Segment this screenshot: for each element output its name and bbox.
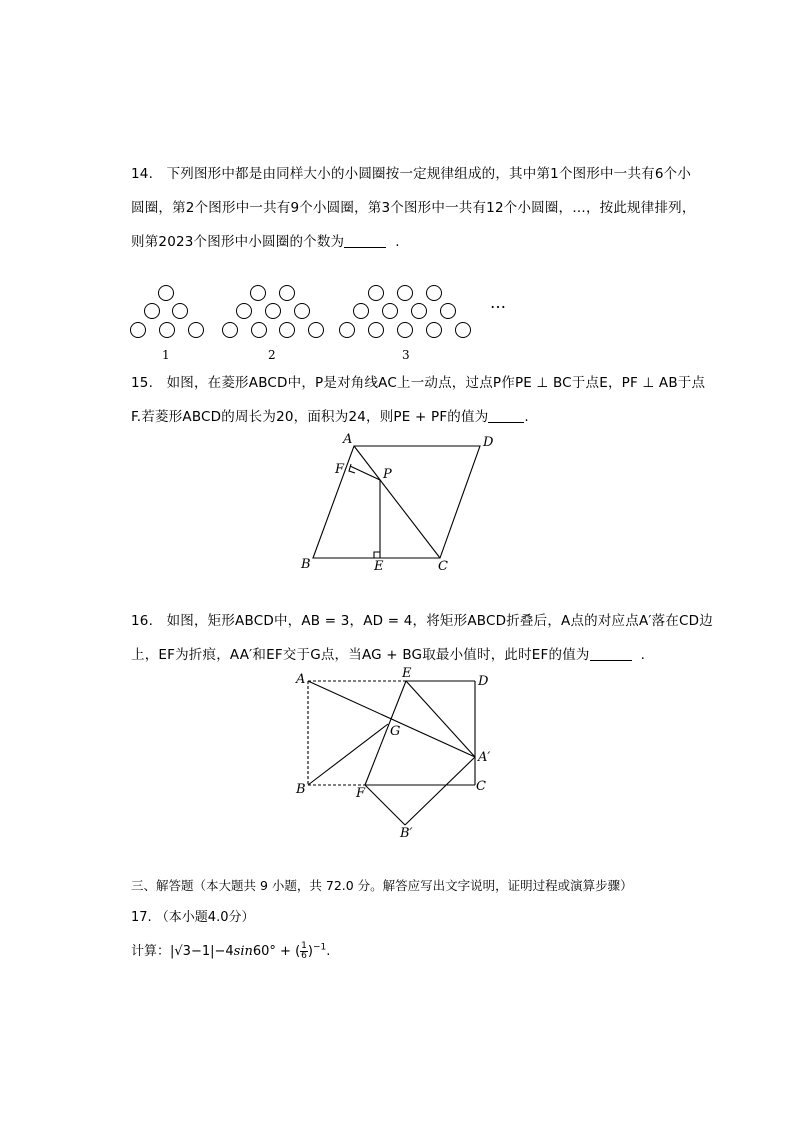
circle — [354, 304, 369, 319]
answer-blank — [590, 646, 632, 661]
circle — [383, 304, 398, 319]
rectangle-fold-figure — [290, 665, 510, 845]
label-c: C — [476, 779, 486, 794]
figure-label-2: 2 — [268, 348, 276, 362]
question-16 — [131, 604, 713, 672]
circle — [369, 323, 384, 338]
label-a-prime: A′ — [478, 750, 491, 765]
circle — [280, 286, 295, 301]
q14-line2: 圆圈，第2个图形中一共有9个小圆圈，第3个图形中一共有12个小圆圈，…，按此规律排列， — [131, 200, 696, 216]
circle — [131, 323, 146, 338]
expr-abs: |√3−1|−4 — [170, 944, 234, 959]
label-a: A — [296, 672, 306, 687]
q17-header: 17. （本小题4.0分） — [131, 910, 255, 925]
circle — [309, 323, 324, 338]
q15-number: 15. — [131, 375, 154, 391]
circle — [159, 286, 174, 301]
expr-close: ) — [307, 944, 313, 959]
label-a: A — [343, 432, 353, 447]
circle — [173, 304, 188, 319]
question-15 — [131, 366, 706, 434]
segment-fb1 — [365, 785, 405, 825]
q17-expression — [131, 940, 330, 961]
figure-label-3: 3 — [402, 348, 410, 362]
circle — [160, 323, 175, 338]
expr-end: . — [326, 944, 331, 959]
circle — [412, 304, 427, 319]
label-b-prime: B′ — [400, 826, 413, 841]
q14-number: 14. — [131, 166, 154, 182]
fraction — [300, 942, 308, 961]
q16-period: . — [640, 647, 646, 663]
circle — [252, 323, 267, 338]
circle — [369, 286, 384, 301]
circle-pattern-figure — [120, 280, 540, 365]
calc-prefix: 计算： — [131, 944, 171, 959]
expr-angle: 60° + ( — [252, 944, 301, 959]
circle — [251, 286, 266, 301]
q15-line2: F.若菱形ABCD的周长为20，面积为24，则PE + PF的值为 — [131, 409, 489, 425]
q15-period: . — [524, 409, 529, 425]
frac-den: 6 — [301, 951, 307, 961]
q16-number: 16. — [131, 613, 154, 629]
label-b: B — [301, 557, 311, 572]
circle — [266, 304, 281, 319]
figure-label-1: 1 — [162, 348, 170, 362]
q14-period: . — [395, 234, 400, 250]
label-e: E — [374, 559, 384, 574]
circle — [145, 304, 160, 319]
label-b: B — [296, 782, 306, 797]
q14-line1: 下列图形中都是由同样大小的小圆圈按一定规律组成的，其中第1个图形中一共有6个小 — [166, 166, 692, 182]
label-d: D — [483, 435, 494, 450]
circle — [398, 286, 413, 301]
segment-b1a1 — [405, 757, 475, 825]
segment-bg — [308, 724, 388, 785]
q15-line1: 如图，在菱形ABCD中，P是对角线AC上一动点，过点P作PE ⊥ BC于点E，PF ⊥ AB于点 — [166, 375, 706, 391]
circle — [427, 286, 442, 301]
q16-line2: 上，EF为折痕，AA′和EF交于G点，当AG + BG取最小值时，此时EF的值为 — [131, 647, 590, 663]
frac-num: 1 — [301, 941, 307, 951]
label-e: E — [402, 666, 412, 681]
answer-blank — [344, 233, 386, 248]
label-p: P — [383, 467, 392, 482]
label-f: F — [356, 786, 366, 801]
answer-blank — [488, 408, 524, 423]
right-angle-e — [374, 552, 380, 558]
label-g: G — [390, 724, 401, 739]
question-14 — [131, 157, 701, 259]
ellipsis: … — [490, 293, 506, 312]
circle — [237, 304, 252, 319]
section-heading: 三、解答题（本大题共 9 小题，共 72.0 分。解答应写出文字说明，证明过程或演算步骤） — [131, 878, 633, 893]
circle — [340, 323, 355, 338]
diagonal-ac — [354, 446, 440, 558]
q16-line1: 如图，矩形ABCD中，AB = 3，AD = 4，将矩形ABCD折叠后，A点的对应点A′落在CD边 — [166, 613, 713, 629]
rhombus-figure — [295, 428, 515, 578]
circle — [441, 304, 456, 319]
circle — [456, 323, 471, 338]
expr-sin: sin — [233, 944, 253, 959]
circle — [398, 323, 413, 338]
q14-line3: 则第2023个图形中小圆圈的个数为 — [131, 234, 345, 250]
label-c: C — [438, 559, 448, 574]
segment-ea1 — [406, 681, 475, 757]
circle — [280, 323, 295, 338]
circle — [295, 304, 310, 319]
circle — [223, 323, 238, 338]
exponent: −1 — [312, 942, 327, 953]
label-f: F — [335, 462, 345, 477]
circle — [427, 323, 442, 338]
label-d: D — [478, 674, 489, 689]
circle — [189, 323, 204, 338]
